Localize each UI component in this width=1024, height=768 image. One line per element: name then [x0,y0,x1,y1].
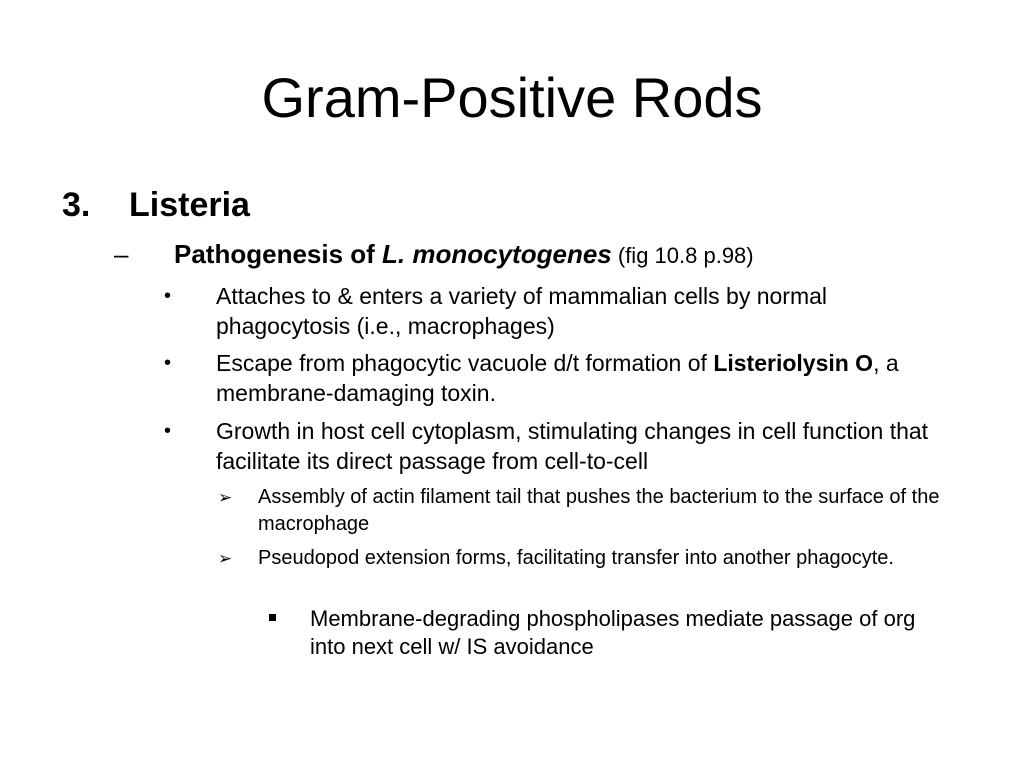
bullet-text: Attaches to & enters a variety of mammalian cells by normal phagocytosis (i.e., macrophages) [216,283,828,339]
bullet-dot: • [164,285,172,307]
sub-bullet-item [218,545,948,572]
heading-text: Listeria [129,186,250,224]
heading-number: 3. [62,186,91,224]
sub-bullet-item [218,484,948,538]
bullet-text [216,348,944,408]
organism-name: L. monocytogenes [382,239,612,269]
arrow-bullet-icon: ➢ [218,488,233,507]
sub-sub-bullet-item [266,605,956,661]
bullet-dot: • [164,420,172,442]
bullet-text-pre: Escape from phagocytic vacuole d/t formation of [216,350,714,376]
sub-sub-bullet-text: Membrane-degrading phospholipases mediate passage of org into next cell w/ IS avoidance [310,606,916,659]
dash-marker: – [114,239,129,269]
toxin-name: Listeriolysin O [713,350,874,376]
subheading-bold: Pathogenesis of [174,239,383,269]
bullet-text-post: , a membrane-damaging toxin. [216,350,899,406]
bullet-item [164,281,944,341]
bullet-dot: • [164,352,172,374]
square-bullet-icon [269,614,276,621]
arrow-bullet-icon: ➢ [218,549,233,568]
sub-bullet-text: Pseudopod extension forms, facilitating transfer into another phagocyte. [258,547,894,569]
bullet-text: Growth in host cell cytoplasm, stimulating changes in cell function that facilitate its direct passage from cell-to-cell [216,418,929,474]
bullet-item [164,348,944,408]
subheading-text [174,236,754,274]
sub-bullet-text: Assembly of actin filament tail that pushes the bacterium to the surface of the macrophage [258,486,940,535]
slide-title: Gram-Positive Rods [261,66,763,129]
figure-reference: (fig 10.8 p.98) [611,243,754,268]
bullet-item [164,416,944,476]
